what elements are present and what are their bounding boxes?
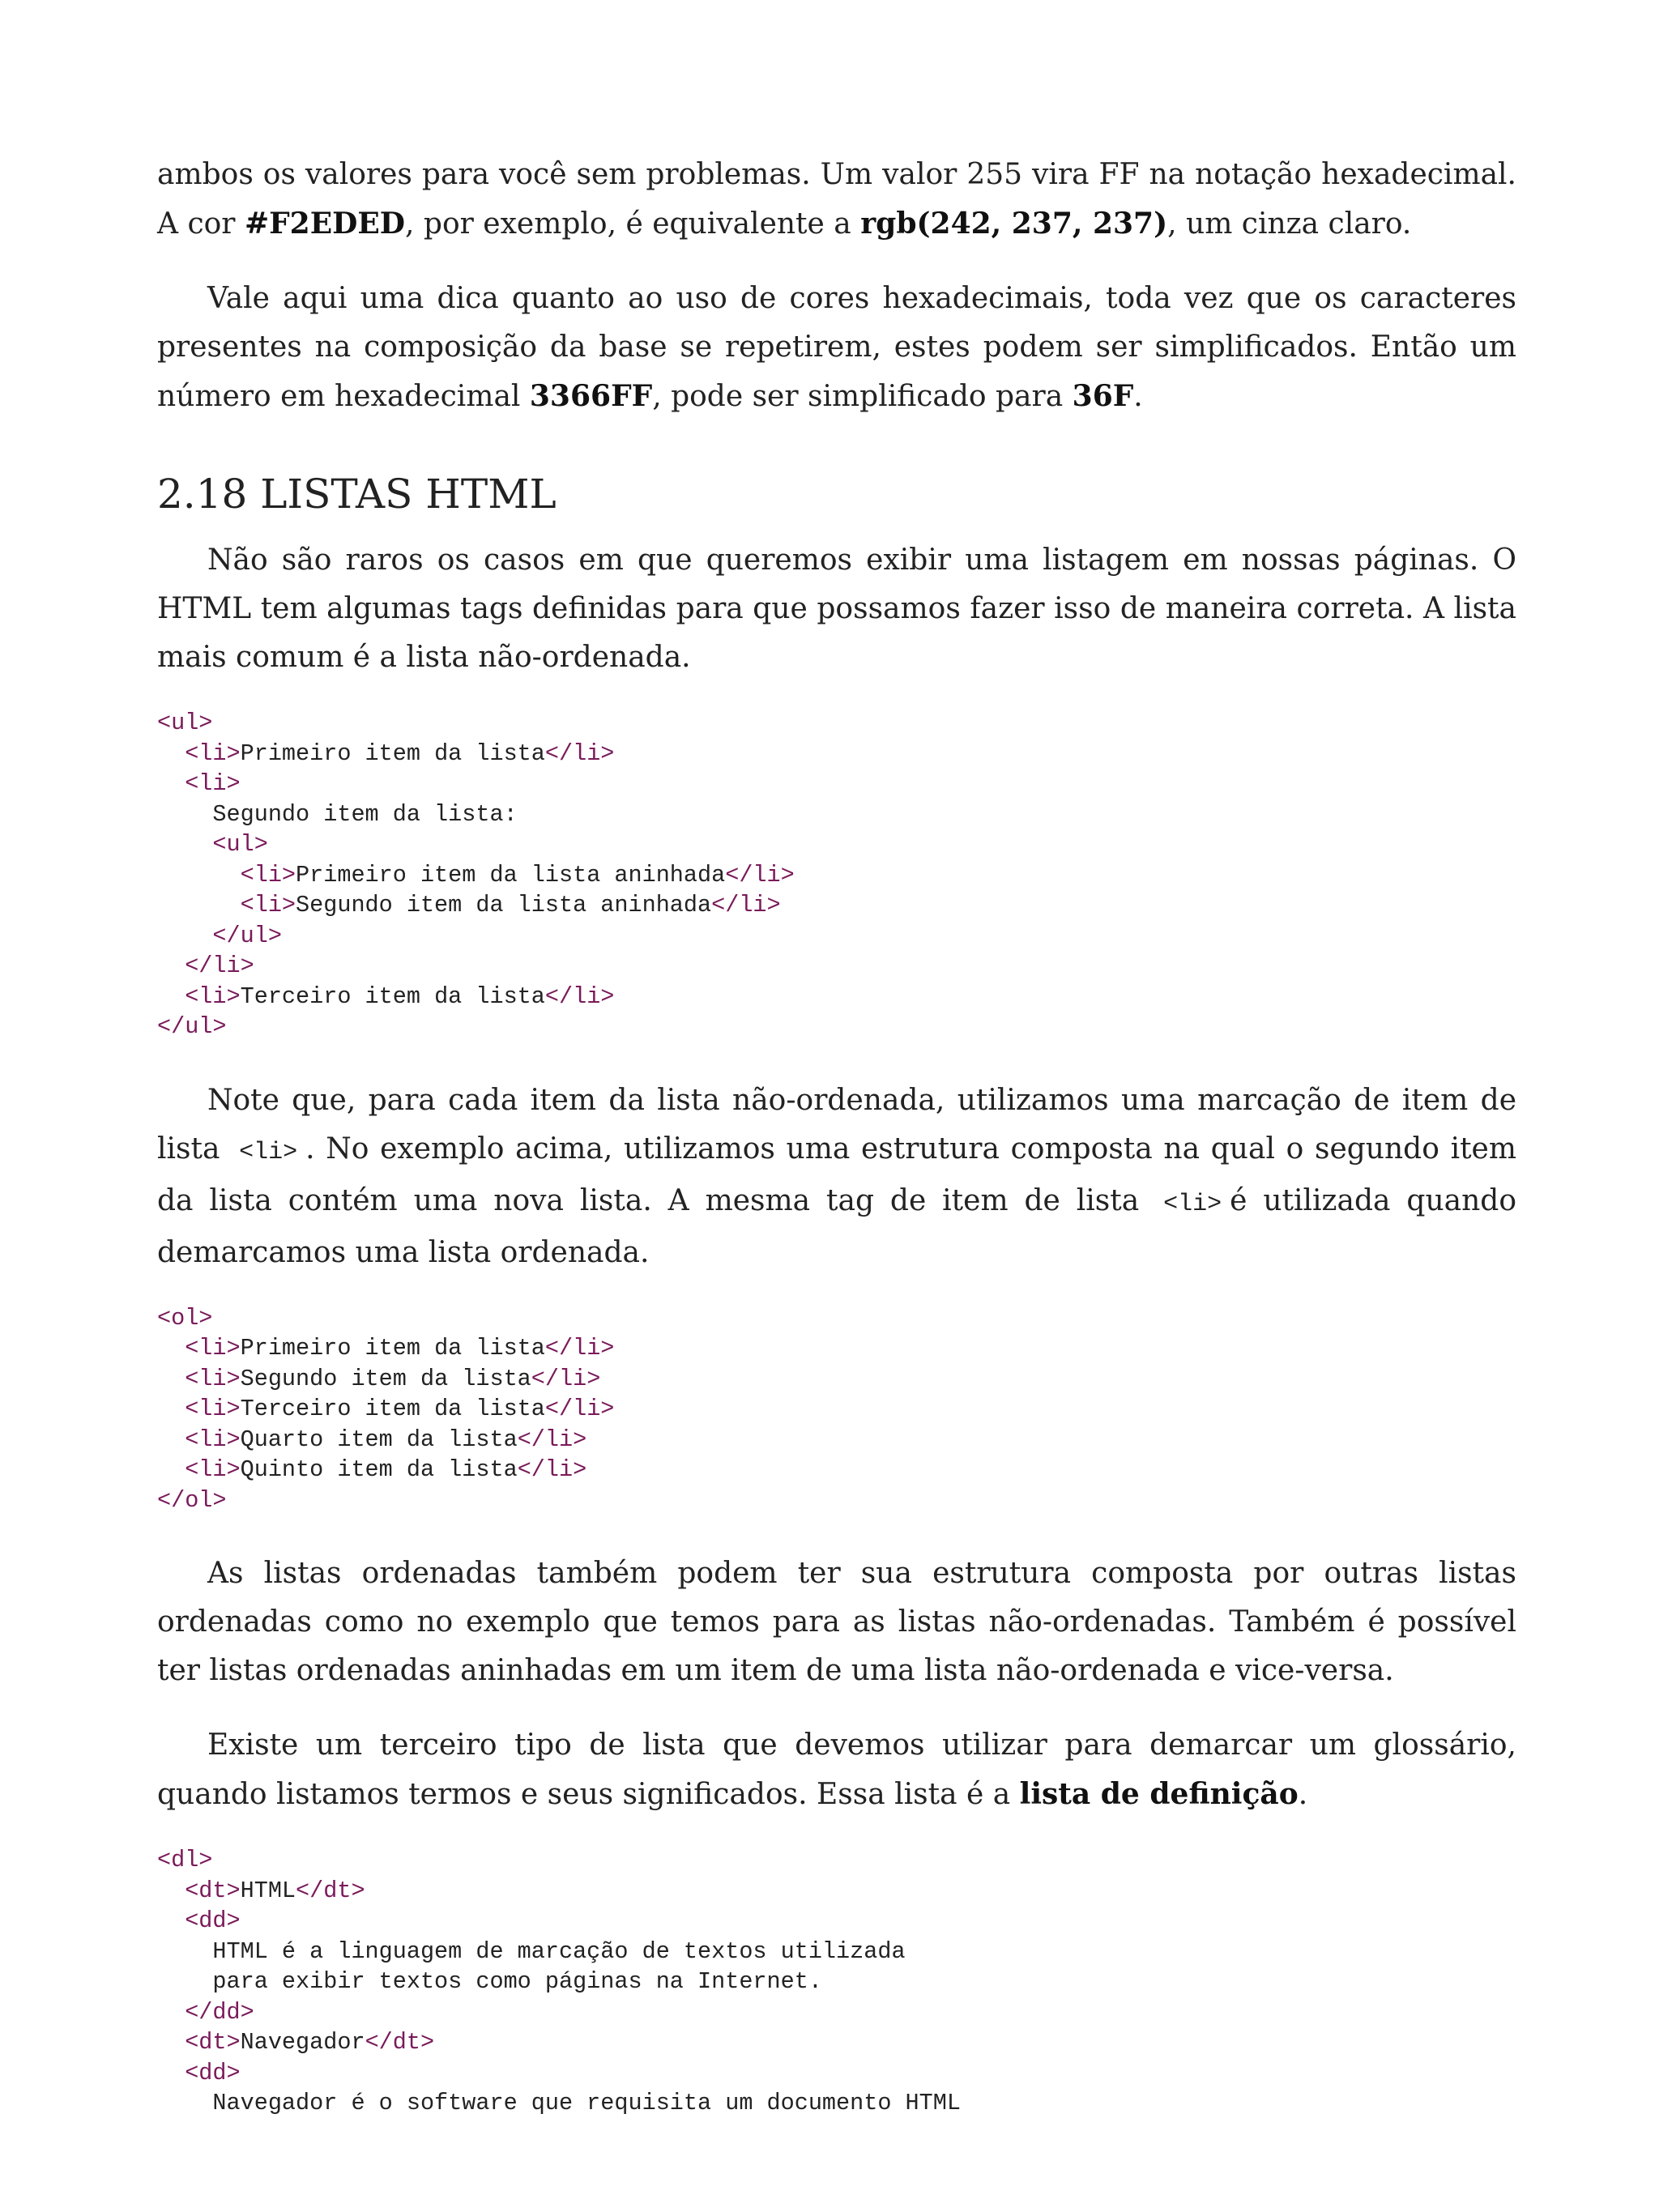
bold-hex-short: 36F [1072,379,1134,413]
bold-definition-list: lista de definição [1019,1777,1299,1811]
code-text: HTML [240,1877,296,1904]
code-line [157,708,1516,739]
code-open-tag: </li> [157,953,254,979]
text: Existe um terceiro tipo de lista que devemos utilizar para demarcar um glossário, quando listamos termos e seus significados. Essa lista é a [157,1728,1516,1811]
code-line [157,1876,1516,1907]
code-text: Segundo item da lista [240,1365,531,1392]
paragraph-definition-list [157,1721,1516,1819]
paragraph-li-note [157,1076,1516,1277]
code-line [157,1967,1516,1997]
code-text: Terceiro item da lista [240,982,545,1010]
text: Note que, para cada item da lista não-ordenada, utilizamos uma marcação de item de lista [157,1083,1516,1166]
code-line [157,829,1516,860]
code-line [157,860,1516,891]
code-line [157,951,1516,982]
paragraph-lists-intro: Não são raros os casos em que queremos exibir uma listagem em nossas páginas. O HTML tem algumas tags definidas para que possamos fazer isso de maneira correta. A lista mais comum é a lista não-ordenada. [157,543,1516,674]
code-line [157,982,1516,1012]
text: , pode ser simplificado para [652,380,1073,413]
text: . [1133,380,1143,413]
code-text: Primeiro item da lista [240,1335,545,1362]
code-close-tag: </li> [517,1456,587,1483]
code-open-tag: <ol> [157,1304,213,1332]
code-close-tag: </li> [517,1426,587,1453]
code-text: Navegador [240,2029,365,2056]
text: Vale aqui uma dica quanto ao uso de cores hexadecimais, toda vez que os caracteres presentes na composição da base se repetirem, estes podem ser simplificados. Então um número em hexadecimal [157,282,1516,413]
code-line [157,890,1516,921]
bold-hex-color: #F2EDED [244,207,406,241]
code-close-tag: </li> [531,1365,601,1392]
code-close-tag: </li> [544,1396,615,1422]
code-close-tag: </li> [711,892,781,918]
code-open-tag: <dl> [157,1847,213,1873]
code-line [157,1937,1516,1967]
code-line [157,1333,1516,1364]
code-open-tag: <dd> [157,1907,241,1934]
code-text: Primeiro item da lista [240,739,545,767]
code-line [157,1012,1516,1042]
code-open-tag: <ul> [157,831,268,858]
paragraph-hex-tip [157,275,1516,421]
code-open-tag: <li> [157,861,296,889]
code-open-tag: </ul> [157,1013,227,1040]
text: , um cinza claro. [1167,207,1412,241]
code-open-tag: <li> [157,1456,241,1483]
code-open-tag: <ul> [157,710,213,736]
code-open-tag: <dd> [157,2059,241,2086]
code-open-tag: <li> [157,1365,241,1392]
code-line [157,1455,1516,1485]
code-text: Segundo item da lista: [157,800,518,828]
code-open-tag: <li> [157,1426,241,1453]
code-open-tag: </ul> [157,922,282,949]
code-block-ol [157,1303,1516,1516]
code-line [157,739,1516,769]
code-close-tag: </dt> [296,1877,365,1904]
code-line [157,1906,1516,1937]
code-open-tag: <li> [157,770,241,797]
text: , por exemplo, é equivalente a [405,207,861,241]
code-line [157,1394,1516,1425]
bold-hex-full: 3366FF [529,379,653,413]
inline-code-li: <li> [1163,1190,1222,1218]
code-line [157,921,1516,952]
code-open-tag: <li> [157,1396,241,1422]
code-text: Navegador é o software que requisita um documento HTML [157,2090,961,2116]
code-text: Primeiro item da lista aninhada [296,861,726,889]
code-line [157,1997,1516,2028]
text: . No exemplo acima, utilizamos uma estrutura composta na qual o segundo item da lista contém uma nova lista. A mesma tag de item de lista [157,1132,1517,1217]
code-text: Segundo item da lista aninhada [296,892,712,918]
code-line [157,2027,1516,2058]
code-line [157,799,1516,830]
document-page [157,151,1516,2153]
code-close-tag: </dt> [365,2029,435,2056]
code-close-tag: </li> [544,982,615,1010]
code-open-tag: <li> [157,982,241,1010]
bold-rgb-color: rgb(242, 237, 237) [860,207,1168,241]
code-line [157,769,1516,799]
code-line [157,2088,1516,2119]
code-text: Quinto item da lista [240,1456,518,1483]
code-text: Terceiro item da lista [240,1396,545,1422]
code-text: Quarto item da lista [240,1426,518,1453]
code-line [157,1485,1516,1516]
code-close-tag: </li> [725,861,795,889]
paragraph-ordered-lists: As listas ordenadas também podem ter sua estrutura composta por outras listas ordenadas como no exemplo que temos para as listas não-ordenadas. Também é possível ter listas ordenadas aninhadas em um item de uma lista não-ordenada e vice-versa. [157,1557,1516,1687]
code-block-ul [157,708,1516,1042]
code-open-tag: </dd> [157,1998,254,2026]
section-heading: 2.18 LISTAS HTML [157,471,557,518]
code-text: HTML é a linguagem de marcação de textos utilizada [157,1937,906,1965]
code-line [157,1845,1516,1876]
code-block-dl [157,1845,1516,2119]
code-open-tag: <li> [157,1335,241,1362]
code-open-tag: <dt> [157,2029,241,2056]
code-text: para exibir textos como páginas na Internet. [157,1968,822,1995]
code-open-tag: </ol> [157,1486,227,1514]
code-close-tag: </li> [544,1335,615,1362]
text: ambos os valores para você sem problemas. Um valor 255 vira FF na notação hexadecimal. A cor [157,158,1516,241]
code-close-tag: </li> [544,739,615,767]
text: . [1298,1778,1308,1811]
code-line [157,1425,1516,1455]
code-line [157,2058,1516,2089]
code-open-tag: <dt> [157,1877,241,1904]
code-line [157,1303,1516,1334]
code-open-tag: <li> [157,739,241,767]
code-line [157,1364,1516,1395]
inline-code-li: <li> [239,1138,298,1166]
paragraph-hex-values [157,151,1516,249]
code-open-tag: <li> [157,892,296,918]
text: é utilizada quando demarcamos uma lista ordenada. [157,1183,1517,1269]
